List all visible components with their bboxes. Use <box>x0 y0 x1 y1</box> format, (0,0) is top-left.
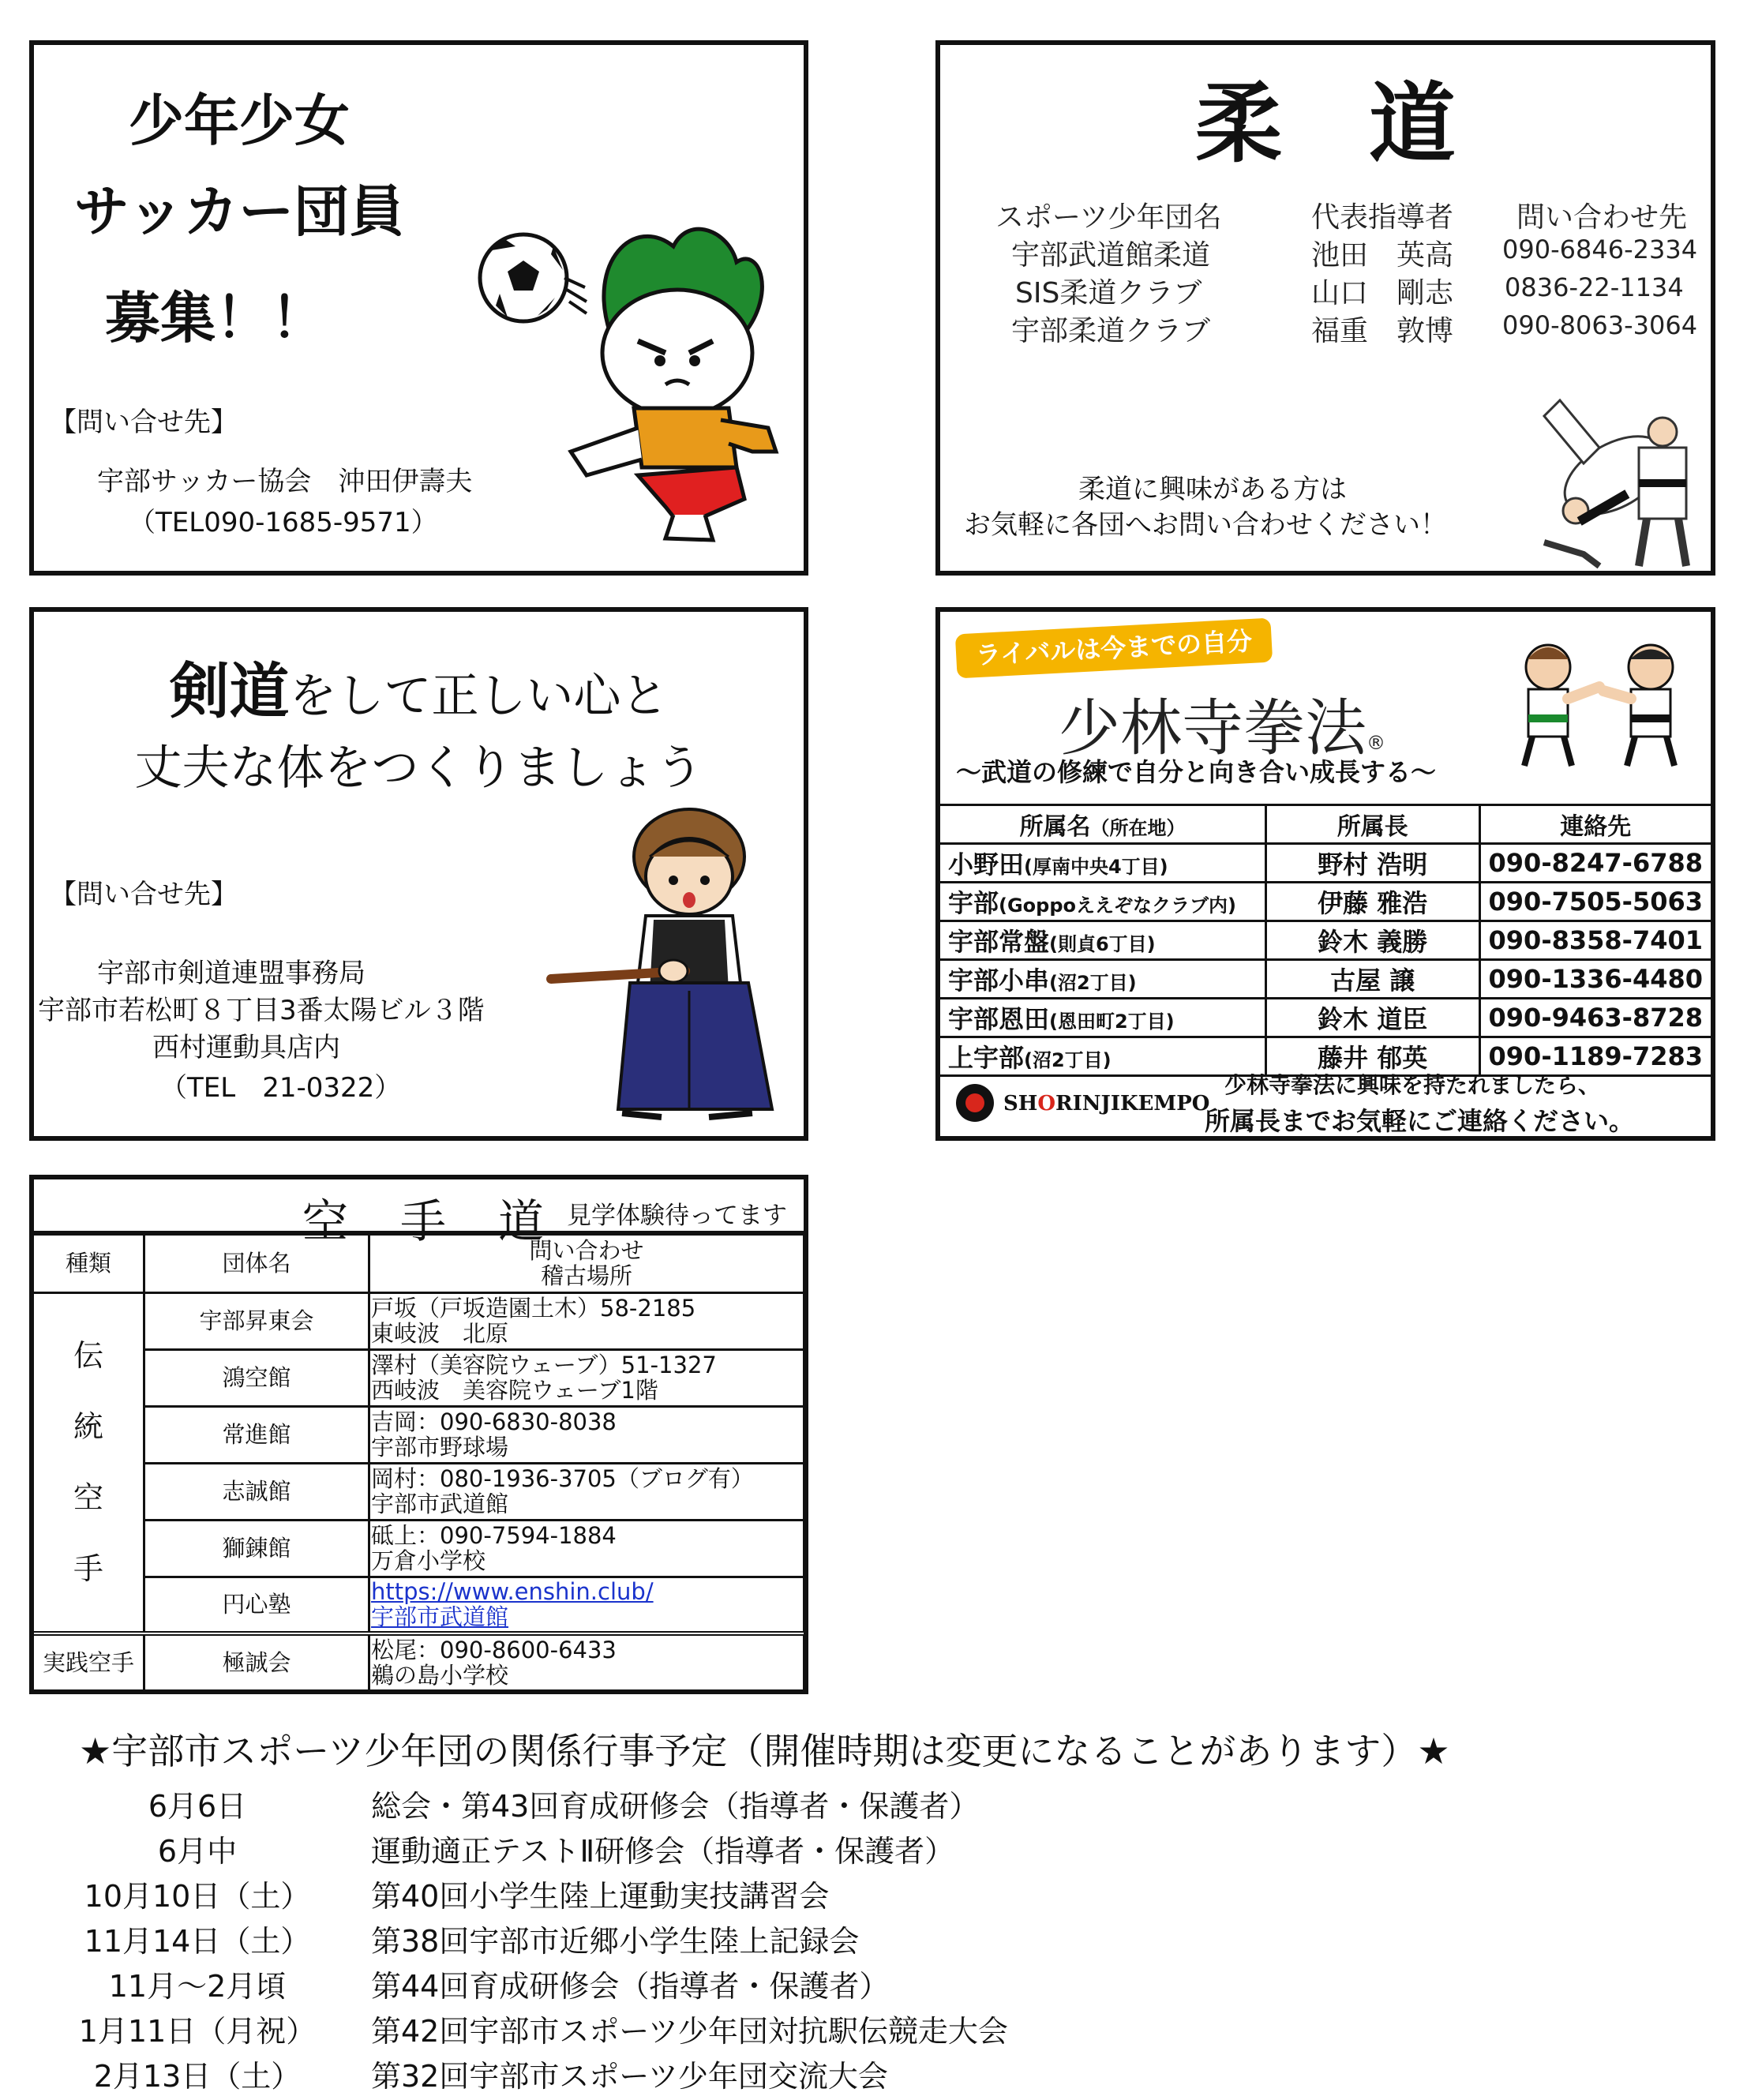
shorinji-banner-text: ライバルは今までの自分 <box>975 625 1253 671</box>
dojo-phone: 090-1336-4480 <box>1479 960 1711 999</box>
table-row <box>939 921 1712 960</box>
karate-group-name: 極誠会 <box>144 1633 369 1690</box>
schedule-date: 11月～2月頃 <box>108 1969 287 2004</box>
dojo-phone: 090-1189-7283 <box>1479 1037 1711 1076</box>
dojo-head: 藤井 郁英 <box>1265 1037 1479 1076</box>
dojo-name-text: 宇部常盤 <box>948 927 1050 957</box>
karate-contact-line2: 宇部市野球場 <box>371 1434 509 1461</box>
schedule-item <box>0 2052 1747 2096</box>
header-head: 所属長 <box>1265 805 1479 844</box>
karate-title: 空 手 道 <box>302 1194 548 1248</box>
traditional-char: 手 <box>73 1551 103 1587</box>
table-row <box>939 883 1712 921</box>
dojo-name <box>939 921 1266 960</box>
table-row <box>33 1633 804 1690</box>
judo-header-leader: 代表指導者 <box>1311 201 1454 234</box>
kendo-contact-line1: 宇部市剣道連盟事務局 <box>97 958 366 989</box>
table-row <box>33 1349 804 1406</box>
shorinji-kempo-panel <box>935 607 1715 1141</box>
dojo-head: 鈴木 義勝 <box>1265 921 1479 960</box>
dojo-phone: 090-7505-5063 <box>1479 883 1711 921</box>
karate-contact-line1: 戸坂（戸坂造園土木）58-2185 <box>371 1295 696 1322</box>
dojo-name <box>939 883 1266 921</box>
karate-group-name: 鴻空館 <box>144 1349 369 1406</box>
judo-leader-2: 山口 剛志 <box>1311 277 1454 309</box>
header-contact: 連絡先 <box>1479 805 1711 844</box>
header-contact-line2: 稽古場所 <box>540 1262 632 1290</box>
schedule-event: 運動適正テストⅡ研修会（指導者・保護者） <box>371 1834 955 1869</box>
judo-club-3: 宇部柔道クラブ <box>1011 315 1211 347</box>
soccer-title-line2: サッカー団員 <box>73 179 405 244</box>
traditional-char: 伝 <box>73 1338 103 1374</box>
dojo-name-text: 宇部 <box>948 888 999 918</box>
table-row <box>939 960 1712 999</box>
kendo-contact-line2: 宇部市若松町８丁目3番太陽ビル３階 <box>38 995 485 1026</box>
shorinji-table-header <box>939 805 1712 844</box>
schedule-item <box>0 1782 1747 1826</box>
judo-club-1: 宇部武道館柔道 <box>1011 239 1211 272</box>
practical-karate-label: 実践空手 <box>33 1633 144 1690</box>
table-row <box>33 1577 804 1633</box>
judo-club-2: SIS柔道クラブ <box>1015 277 1202 309</box>
schedule-item <box>0 1827 1747 1871</box>
dojo-name <box>939 999 1266 1037</box>
shorinji-subtitle: ～武道の修練で自分と向き合い成長する～ <box>956 757 1437 787</box>
judo-note-line2: お気軽に各団へお問い合わせください！ <box>964 509 1447 541</box>
karate-contact <box>369 1577 804 1633</box>
shorinji-sparring-illustration <box>1501 636 1702 770</box>
enshin-website-link[interactable]: https://www.enshin.club/ <box>371 1578 654 1606</box>
table-row <box>33 1292 804 1349</box>
judo-phone-3: 090-8063-3064 <box>1502 310 1698 340</box>
schedule-item <box>0 1872 1747 1916</box>
karate-group-name: 常進館 <box>144 1406 369 1463</box>
karate-table-header <box>33 1233 804 1292</box>
karate-group-name: 円心塾 <box>144 1577 369 1633</box>
kendo-title-line1 <box>34 643 804 729</box>
judo-throw-illustration <box>1528 384 1710 570</box>
logo-text-pre: SH <box>1003 1092 1038 1116</box>
traditional-char: 統 <box>73 1409 103 1445</box>
logo-text-o: O <box>1037 1092 1055 1116</box>
karate-group-name: 志誠館 <box>144 1463 369 1520</box>
judo-title: 柔 道 <box>1195 73 1456 174</box>
karate-group-name: 獅錬館 <box>144 1520 369 1577</box>
kendo-title-line2: 丈夫な体をつくりましょう <box>134 741 703 796</box>
kendo-panel <box>29 607 808 1141</box>
shorinji-note-line2: 所属長までお気軽にご連絡ください。 <box>1205 1106 1635 1136</box>
table-row <box>33 1406 804 1463</box>
schedule-event: 第44回育成研修会（指導者・保護者） <box>371 1969 890 2004</box>
judo-panel <box>935 40 1715 576</box>
dojo-location: (沼2丁目) <box>1049 972 1137 994</box>
dojo-phone: 090-8358-7401 <box>1479 921 1711 960</box>
karate-contact <box>369 1349 804 1406</box>
header-name-small: （所在地） <box>1090 817 1186 839</box>
dojo-head: 鈴木 道臣 <box>1265 999 1479 1037</box>
dojo-location: (沼2丁目) <box>1024 1049 1112 1071</box>
soccer-title-line1: 少年少女 <box>129 88 350 153</box>
karate-group-name: 宇部昇東会 <box>144 1292 369 1349</box>
karate-contact-line2: 東岐波 北原 <box>371 1320 509 1347</box>
shorinji-table <box>938 804 1713 1077</box>
kendo-contact-line3: 西村運動具店内 <box>152 1032 340 1063</box>
karate-contact <box>369 1633 804 1690</box>
karate-contact-line1: 砥上：090-7594-1884 <box>371 1522 617 1549</box>
karate-contact <box>369 1406 804 1463</box>
header-name-text: 所属名 <box>1019 813 1091 841</box>
judo-leader-1: 池田 英高 <box>1311 239 1454 272</box>
dojo-head: 古屋 譲 <box>1265 960 1479 999</box>
header-group: 団体名 <box>144 1233 369 1292</box>
schedule-item <box>0 1962 1747 2006</box>
schedule-date: 2月13日（土） <box>93 2059 302 2094</box>
schedule-event: 第38回宇部市近郷小学生陸上記録会 <box>371 1924 860 1959</box>
dojo-name-text: 小野田 <box>948 849 1025 879</box>
karate-subtitle: 見学体験待ってます <box>567 1202 787 1230</box>
kendo-player-illustration <box>543 801 796 1133</box>
karate-contact-line1: 吉岡：090-6830-8038 <box>371 1408 617 1435</box>
karate-contact-line2: 鵜の島小学校 <box>371 1661 509 1689</box>
traditional-karate-label <box>33 1292 144 1633</box>
karate-contact-line2: 宇部市武道館 <box>371 1491 509 1517</box>
traditional-char: 空 <box>73 1480 103 1516</box>
karate-contact <box>369 1520 804 1577</box>
table-row <box>939 999 1712 1037</box>
karate-contact-line2: 西岐波 美容院ウェーブ1階 <box>371 1377 658 1404</box>
soccer-contact-tel: （TEL090-1685-9571） <box>129 507 438 538</box>
soccer-contact-heading: 【問い合せ先】 <box>50 407 238 438</box>
header-contact-line1: 問い合わせ <box>529 1237 644 1265</box>
schedule-item <box>0 2007 1747 2051</box>
kendo-title-rest: をして正しい心と <box>289 669 669 724</box>
shorinji-logo-text <box>1003 1092 1209 1116</box>
judo-leader-3: 福重 敦博 <box>1311 315 1454 347</box>
karate-contact-line2: 万倉小学校 <box>371 1547 486 1574</box>
schedule-date: 10月10日（土） <box>84 1879 311 1914</box>
karate-contact-line1: 松尾：090-8600-6433 <box>371 1636 617 1663</box>
judo-phone-1: 090-6846-2334 <box>1502 234 1698 264</box>
soccer-recruitment-panel <box>29 40 808 576</box>
dojo-phone: 090-9463-8728 <box>1479 999 1711 1037</box>
judo-note-line1: 柔道に興味がある方は <box>1078 474 1347 505</box>
schedule-date: 1月11日（月祝） <box>78 2014 317 2049</box>
karate-panel <box>29 1175 808 1694</box>
dojo-name-text: 宇部小串 <box>948 966 1050 996</box>
shorinji-logo-icon <box>956 1084 994 1122</box>
soccer-contact-org: 宇部サッカー協会 沖田伊壽夫 <box>97 466 473 497</box>
schedule-date: 11月14日（土） <box>84 1924 311 1959</box>
schedule-event: 総会・第43回育成研修会（指導者・保護者） <box>371 1789 980 1824</box>
schedule-item <box>0 1917 1747 1961</box>
header-type: 種類 <box>33 1233 144 1292</box>
header-name <box>939 805 1266 844</box>
schedule-date: 6月6日 <box>148 1789 247 1824</box>
table-row <box>939 844 1712 883</box>
kendo-contact-line4: （TEL 21-0322） <box>160 1072 402 1104</box>
dojo-head: 伊藤 雅浩 <box>1265 883 1479 921</box>
schedule-event: 第32回宇部市スポーツ少年団交流大会 <box>371 2059 888 2094</box>
kendo-title-bold: 剣道 <box>169 656 290 726</box>
schedule-event: 第40回小学生陸上運動実技講習会 <box>371 1879 830 1914</box>
dojo-location: (則貞6丁目) <box>1049 933 1156 955</box>
table-row <box>33 1520 804 1577</box>
dojo-name-text: 宇部恩田 <box>948 1004 1050 1034</box>
karate-contact-line1: 岡村：080-1936-3705（ブログ有） <box>371 1465 754 1492</box>
dojo-name <box>939 960 1266 999</box>
dojo-name <box>939 844 1266 883</box>
dojo-name-text: 上宇部 <box>948 1043 1025 1073</box>
soccer-title-line3: 募集！！ <box>105 286 326 351</box>
enshin-dojo-link[interactable]: 宇部市武道館 <box>371 1603 509 1631</box>
karate-table <box>32 1231 805 1692</box>
judo-header-club: スポーツ少年団名 <box>995 201 1222 234</box>
shorinji-title: 少林寺拳法 <box>1059 693 1367 764</box>
kendo-contact-heading: 【問い合せ先】 <box>50 879 238 910</box>
shorinji-banner <box>955 618 1273 679</box>
schedule-heading: ★宇部市スポーツ少年団の関係行事予定（開催時期は変更になることがあります）★ <box>79 1730 1450 1772</box>
dojo-location: (厚南中央4丁目) <box>1024 856 1168 878</box>
karate-contact-line1: 澤村（美容院ウェーブ）51-1327 <box>371 1352 717 1378</box>
dojo-location: (Goppoええぞなクラブ内) <box>999 894 1236 917</box>
registered-mark: ® <box>1366 732 1386 754</box>
header-contact <box>369 1233 804 1292</box>
dojo-name <box>939 1037 1266 1076</box>
dojo-location: (恩田町2丁目) <box>1049 1011 1175 1033</box>
schedule-event: 第42回宇部市スポーツ少年団対抗駅伝競走大会 <box>371 2014 1008 2049</box>
soccer-mascot-illustration <box>476 215 800 546</box>
schedule-date: 6月中 <box>157 1834 238 1869</box>
shorinji-note-line1: 少林寺拳法に興味を持たれましたら、 <box>1224 1072 1601 1098</box>
dojo-head: 野村 浩明 <box>1265 844 1479 883</box>
karate-contact <box>369 1292 804 1349</box>
dojo-phone: 090-8247-6788 <box>1479 844 1711 883</box>
judo-header-contact: 問い合わせ先 <box>1516 201 1688 234</box>
table-row <box>33 1463 804 1520</box>
logo-text-post: RINJIKEMPO <box>1055 1092 1210 1116</box>
karate-contact <box>369 1463 804 1520</box>
judo-phone-2: 0836-22-1134 <box>1505 272 1684 302</box>
